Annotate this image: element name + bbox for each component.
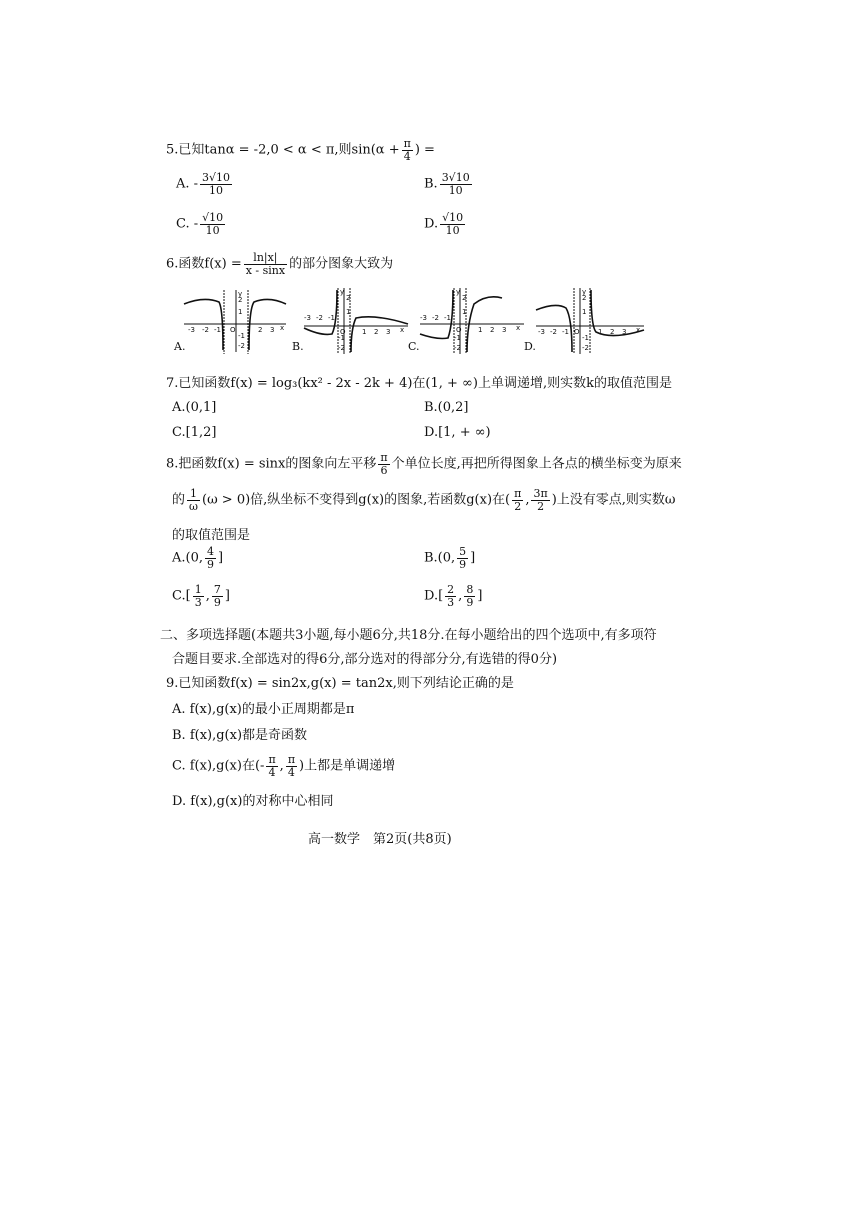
svg-text:1: 1 bbox=[598, 328, 603, 336]
svg-text:-1: -1 bbox=[328, 314, 335, 322]
svg-text:-1: -1 bbox=[562, 328, 569, 336]
svg-text:-1: -1 bbox=[238, 332, 245, 340]
svg-text:3: 3 bbox=[386, 328, 391, 336]
svg-text:O: O bbox=[230, 326, 236, 334]
q5-option-b: B. $\frac{3√10}{10}$ bbox=[424, 171, 470, 197]
svg-text:-1: -1 bbox=[338, 334, 345, 342]
svg-text:1: 1 bbox=[462, 308, 467, 316]
svg-text:x: x bbox=[516, 324, 521, 332]
svg-text:3: 3 bbox=[502, 326, 507, 334]
q5-option-c: C. - $\frac{√10}{10}$ bbox=[176, 211, 224, 237]
q8-option-c: C.[ $\frac{1}{3}$ , $\frac{7}{9}$ ] bbox=[172, 583, 230, 609]
q7-stem: 7.已知函数f(x) = log₃(kx² - 2x - 2k + 4)在(1, + ∞)上单调递增,则实数k的取值范围是 bbox=[166, 376, 672, 391]
q9-stem: 9.已知函数f(x) = sin2x,g(x) = tan2x,则下列结论正确的是 bbox=[166, 676, 514, 691]
svg-text:2: 2 bbox=[582, 294, 587, 302]
q5-stem: 5.已知tanα = -2,0 < α < π,则sin(α + $\frac{\pi}{4}$ ) = bbox=[166, 137, 435, 163]
svg-text:1: 1 bbox=[238, 308, 243, 316]
q8-line1: 8.把函数f(x) = sinx的图象向左平移 $\frac{\pi}{6}$ 个单位长度,再把所得图象上各点的横坐标变为原来 bbox=[166, 451, 682, 477]
q6-stem: 6.函数f(x) = $\frac{\ln|x|}{x - \sin x}$ 的部分图象大致为 bbox=[166, 251, 394, 277]
page-footer: 高一数学 第2页(共8页) bbox=[308, 832, 452, 847]
q6-graph-c bbox=[412, 284, 528, 356]
svg-text:O: O bbox=[456, 326, 462, 334]
q7-option-b: B.(0,2] bbox=[424, 400, 469, 415]
svg-text:-2: -2 bbox=[338, 344, 345, 352]
svg-text:-2: -2 bbox=[550, 328, 557, 336]
q5-option-a: A. - $\frac{3√10}{10}$ bbox=[176, 171, 231, 197]
svg-text:-2: -2 bbox=[454, 344, 461, 352]
svg-text:x: x bbox=[400, 326, 405, 334]
q6-label-c: C. bbox=[408, 340, 420, 353]
svg-text:-2: -2 bbox=[316, 314, 323, 322]
svg-text:-1: -1 bbox=[454, 334, 461, 342]
svg-text:-2: -2 bbox=[582, 344, 589, 352]
svg-text:2: 2 bbox=[238, 296, 243, 304]
q8-option-d: D.[ $\frac{2}{3}$ , $\frac{8}{9}$ ] bbox=[424, 583, 483, 609]
q6-label-b: B. bbox=[292, 340, 304, 353]
svg-text:2: 2 bbox=[490, 326, 495, 334]
svg-text:x: x bbox=[636, 326, 641, 334]
svg-text:O: O bbox=[340, 328, 346, 336]
svg-text:-3: -3 bbox=[538, 328, 545, 336]
q7-option-d: D.[1, + ∞) bbox=[424, 425, 491, 440]
svg-text:2: 2 bbox=[374, 328, 379, 336]
svg-text:2: 2 bbox=[258, 326, 263, 334]
q8-line3: 的取值范围是 bbox=[172, 528, 251, 543]
svg-text:-2: -2 bbox=[432, 314, 439, 322]
svg-text:-1: -1 bbox=[214, 326, 221, 334]
svg-text:y: y bbox=[456, 288, 461, 296]
svg-text:1: 1 bbox=[346, 308, 351, 316]
q6-label-a: A. bbox=[174, 340, 186, 353]
y-axis-label: y bbox=[238, 290, 243, 298]
svg-text:3: 3 bbox=[270, 326, 275, 334]
q8-line2: 的 $\frac{1}{\omega}$ (ω > 0)倍,纵坐标不变得到g(x)的图象,若函数g(x)在( $\frac{\pi}{2}$ , $\frac{3\pi}{2}$ )上没有零点,则实数ω bbox=[172, 487, 676, 513]
svg-text:-1: -1 bbox=[444, 314, 451, 322]
q9-option-a: A. f(x),g(x)的最小正周期都是π bbox=[172, 702, 355, 717]
svg-text:-2: -2 bbox=[238, 342, 245, 350]
svg-text:1: 1 bbox=[582, 308, 587, 316]
q6-label-d: D. bbox=[524, 340, 536, 353]
svg-text:x: x bbox=[280, 324, 285, 332]
svg-text:O: O bbox=[574, 328, 580, 336]
section2-heading-line2: 合题目要求.全部选对的得6分,部分选对的得部分分,有选错的得0分) bbox=[172, 652, 558, 667]
q6-graph-d bbox=[532, 284, 648, 356]
q7-option-c: C.[1,2] bbox=[172, 425, 217, 440]
svg-text:-2: -2 bbox=[202, 326, 209, 334]
svg-text:2: 2 bbox=[346, 294, 351, 302]
q9-option-b: B. f(x),g(x)都是奇函数 bbox=[172, 728, 308, 743]
svg-text:-3: -3 bbox=[304, 314, 311, 322]
svg-text:1: 1 bbox=[478, 326, 483, 334]
q9-option-d: D. f(x),g(x)的对称中心相同 bbox=[172, 794, 334, 809]
q7-option-a: A.(0,1] bbox=[172, 400, 217, 415]
svg-text:2: 2 bbox=[462, 294, 467, 302]
q9-option-c: C. f(x),g(x)在(- $\frac{\pi}{4}$ , $\frac{\pi}{4}$ )上都是单调递增 bbox=[172, 753, 396, 779]
svg-text:3: 3 bbox=[622, 328, 627, 336]
svg-text:-1: -1 bbox=[582, 334, 589, 342]
svg-text:y: y bbox=[582, 288, 587, 296]
q8-option-a: A.(0, $\frac{4}{9}$ ] bbox=[172, 545, 224, 571]
q6-graph-b bbox=[296, 284, 412, 356]
q8-option-b: B.(0, $\frac{5}{9}$ ] bbox=[424, 545, 476, 571]
svg-text:-3: -3 bbox=[420, 314, 427, 322]
section2-heading-line1: 二、多项选择题(本题共3小题,每小题6分,共18分.在每小题给出的四个选项中,有多项符 bbox=[160, 628, 657, 643]
svg-text:-3: -3 bbox=[188, 326, 195, 334]
svg-text:y: y bbox=[340, 288, 345, 296]
q5-option-d: D. $\frac{√10}{10}$ bbox=[424, 211, 464, 237]
q6-graph-a bbox=[174, 284, 290, 356]
svg-text:2: 2 bbox=[610, 328, 615, 336]
svg-text:1: 1 bbox=[362, 328, 367, 336]
